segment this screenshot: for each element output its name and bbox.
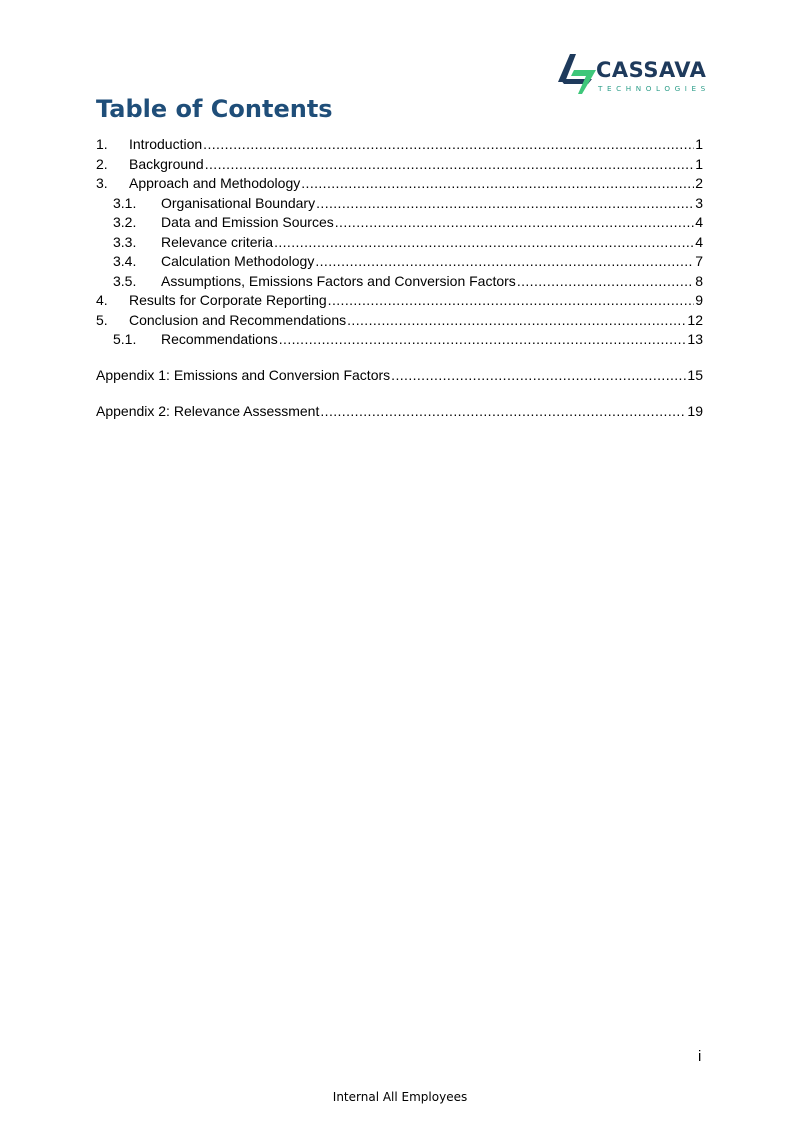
- page-title: Table of Contents: [96, 95, 333, 123]
- toc-entry-page: 8: [695, 272, 703, 289]
- toc-entry[interactable]: [96, 193, 703, 213]
- logo-wordmark: CASSAVA: [596, 58, 707, 82]
- toc-dot-leader: [274, 232, 694, 252]
- toc-entry[interactable]: [96, 365, 703, 385]
- toc-entry-number: 5.1.: [113, 331, 137, 347]
- cassava-logo: [556, 52, 710, 96]
- toc-dot-leader: [335, 212, 694, 232]
- toc-entry-page: 1: [695, 136, 703, 152]
- footer-classification: Internal All Employees: [332, 1090, 468, 1104]
- toc-dot-leader: [347, 310, 686, 330]
- toc-entry[interactable]: [96, 232, 703, 252]
- toc-dot-leader: [320, 401, 686, 421]
- toc-entry[interactable]: [96, 134, 703, 154]
- toc-entry-number: 2.: [96, 155, 108, 172]
- toc-entry[interactable]: [96, 251, 703, 271]
- toc-entry-number: 3.2.: [113, 214, 137, 230]
- toc-entry-page: 9: [695, 292, 703, 308]
- toc-entry-number: 5.: [96, 311, 108, 328]
- toc-entry-number: 3.1.: [113, 194, 137, 211]
- logo-subtitle: TECHNOLOGIES: [598, 84, 710, 93]
- toc-entry-label: Conclusion and Recommendations: [129, 311, 347, 328]
- toc-entry-label: Relevance criteria: [161, 233, 274, 250]
- toc-entry-number: 3.: [96, 175, 108, 191]
- toc-entry-page: 3: [695, 194, 703, 211]
- toc-entry-page: 7: [695, 253, 703, 269]
- toc-entry[interactable]: [96, 271, 703, 291]
- toc-entry-label: Data and Emission Sources: [161, 214, 334, 230]
- toc-entry[interactable]: [96, 401, 703, 421]
- toc-entry-page: 4: [695, 233, 703, 250]
- toc-dot-leader: [316, 193, 694, 213]
- toc-entry[interactable]: [96, 154, 703, 174]
- toc-entry-label: Recommendations: [161, 331, 278, 347]
- toc-dot-leader: [203, 134, 694, 154]
- toc-entry-page: 1: [695, 155, 703, 172]
- toc-entry-label: Background: [129, 155, 204, 172]
- cassava-logo-mark-icon: [556, 52, 598, 96]
- toc-dot-leader: [301, 173, 694, 193]
- toc-entry-page: 15: [687, 367, 703, 383]
- toc-entry[interactable]: [96, 329, 703, 349]
- toc-entry-label: Appendix 2: Relevance Assessment: [96, 403, 320, 419]
- toc-entry-label: Calculation Methodology: [161, 253, 315, 269]
- toc-dot-leader: [328, 290, 695, 310]
- toc-dot-leader: [517, 271, 694, 291]
- toc-dot-leader: [391, 365, 686, 385]
- toc-dot-leader: [205, 154, 694, 174]
- toc-entry-label: Appendix 1: Emissions and Conversion Factors: [96, 367, 391, 383]
- toc-entry[interactable]: [96, 290, 703, 310]
- toc-entry-label: Approach and Methodology: [129, 175, 301, 191]
- toc-dot-leader: [279, 329, 687, 349]
- toc-entry-page: 19: [687, 403, 703, 419]
- toc-entry-number: 3.5.: [113, 272, 137, 289]
- toc-entry-number: 4.: [96, 292, 108, 308]
- toc-entry-page: 4: [695, 214, 703, 230]
- toc-entry-page: 13: [687, 331, 703, 347]
- toc-entry-label: Assumptions, Emissions Factors and Conversion Factors: [161, 272, 516, 289]
- toc-entry-page: 12: [687, 311, 703, 328]
- page-number: i: [698, 1048, 702, 1065]
- toc-entry-label: Results for Corporate Reporting: [129, 292, 327, 308]
- toc-entry-number: 1.: [96, 136, 108, 152]
- toc-entry-number: 3.3.: [113, 233, 137, 250]
- toc-entry[interactable]: [96, 212, 703, 232]
- toc-entry-label: Introduction: [129, 136, 203, 152]
- toc-entry-page: 2: [695, 175, 703, 191]
- toc-entry[interactable]: [96, 310, 703, 330]
- toc-entry-label: Organisational Boundary: [161, 194, 316, 211]
- toc-dot-leader: [315, 251, 694, 271]
- toc-entry-number: 3.4.: [113, 253, 137, 269]
- toc-entry[interactable]: [96, 173, 703, 193]
